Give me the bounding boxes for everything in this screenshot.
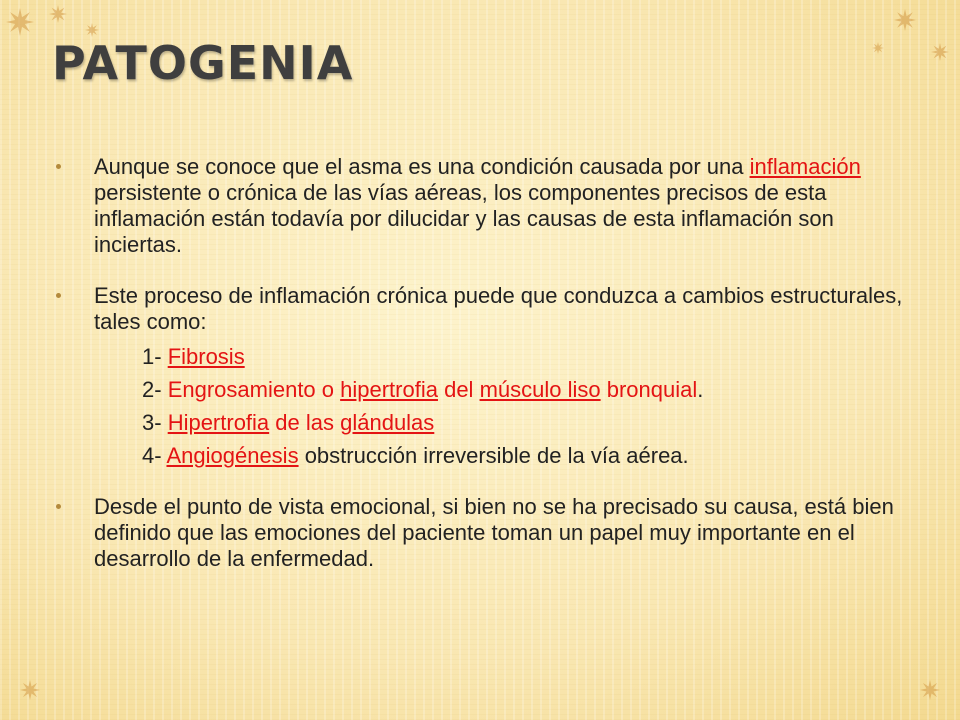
list-item-text: . (697, 377, 704, 402)
star-decoration (6, 8, 34, 36)
star-decoration (894, 9, 916, 31)
star-decoration (20, 680, 40, 700)
term-link[interactable]: hipertrofia (340, 377, 438, 402)
link-inflamacion[interactable]: inflamación (749, 154, 861, 179)
bullet-icon (56, 164, 61, 169)
list-item-number: 3- (142, 410, 168, 435)
list-item-number: 4- (142, 443, 167, 468)
paragraph-asthma-inflammation (56, 154, 916, 258)
paragraph-emotional (56, 494, 916, 572)
list-item-text: de las (269, 410, 341, 435)
paragraph-text: Este proceso de inflamación crónica puede que conduzca a cambios estructurales, tales como: (94, 283, 903, 334)
list-item-text: bronquial (600, 377, 698, 402)
structural-changes-list (94, 344, 916, 469)
list-item-number: 2- (142, 377, 168, 402)
term-link[interactable]: glándulas (340, 410, 435, 435)
slide-title: PATOGENIA (52, 36, 354, 90)
paragraph-text: Desde el punto de vista emocional, si bien no se ha precisado su causa, está bien definido que las emociones del paciente toman un papel muy importante en el desarrollo de la enfermedad. (94, 494, 894, 571)
star-decoration (920, 680, 940, 700)
list-item-text: Engrosamiento o (167, 377, 341, 402)
list-item (94, 344, 916, 370)
paragraph-text: Aunque se conoce que el asma es una condición causada por una (94, 154, 750, 179)
bullet-icon (56, 504, 61, 509)
paragraph-text: persistente o crónica de las vías aéreas, los componentes precisos de esta inflamación están todavía por dilucidar y las causas de esta inflamación son inciertas. (94, 180, 834, 257)
paragraph-structural-changes (56, 283, 916, 469)
term-link[interactable]: Hipertrofia (167, 410, 270, 435)
list-item-text: del (437, 377, 480, 402)
term-link[interactable]: Fibrosis (167, 344, 245, 369)
list-item-number: 1- (142, 344, 168, 369)
star-decoration (872, 42, 884, 54)
list-item (94, 377, 916, 403)
slide-body (56, 154, 916, 597)
star-decoration (49, 5, 67, 23)
star-decoration (85, 23, 99, 37)
list-item (94, 443, 916, 469)
list-item (94, 410, 916, 436)
term-link[interactable]: Angiogénesis (166, 443, 299, 468)
star-decoration (931, 43, 949, 61)
list-item-text: obstrucción irreversible de la vía aérea. (298, 443, 689, 468)
bullet-icon (56, 293, 61, 298)
term-link[interactable]: músculo liso (479, 377, 601, 402)
